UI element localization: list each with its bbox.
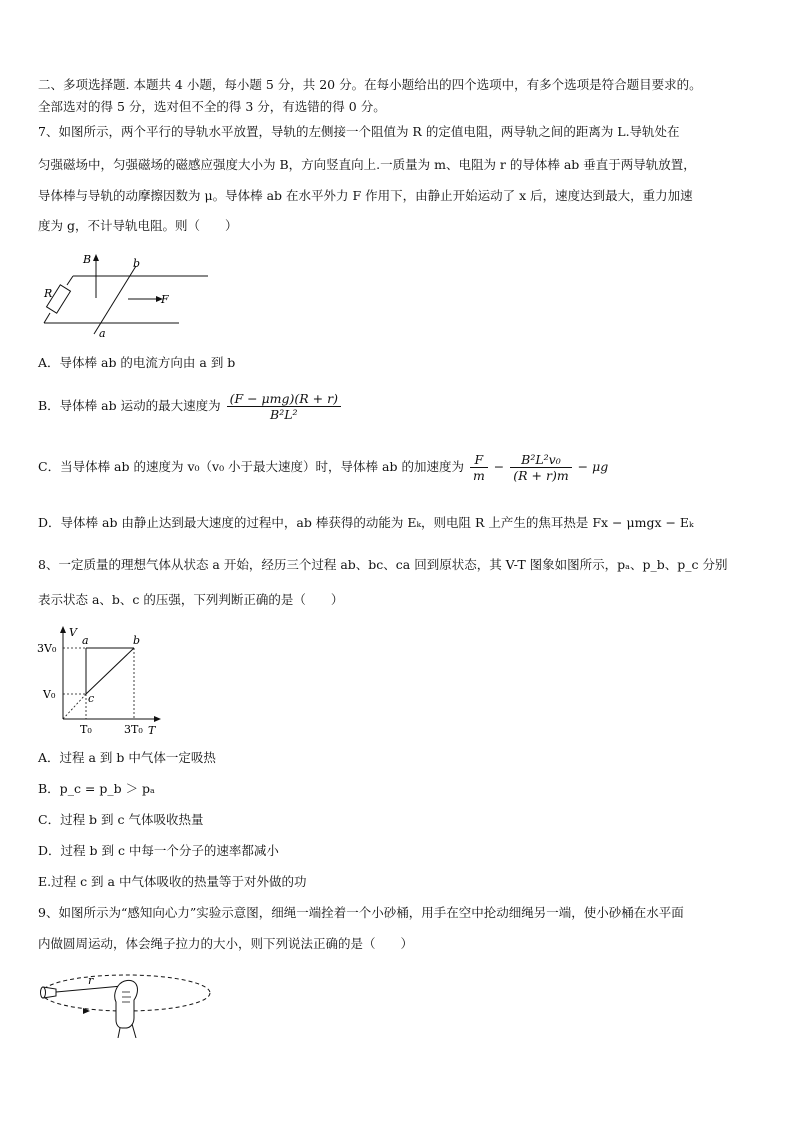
q7-rail-figure: [36, 250, 216, 340]
q7-option-c-tail: − μg: [577, 459, 609, 474]
left-connector-top: [67, 276, 73, 285]
point-label-a: a: [82, 634, 89, 647]
axis-label-t: T: [148, 724, 156, 737]
tick-label-v0: V₀: [43, 688, 56, 701]
label-b: b: [133, 257, 141, 270]
q7-option-c-fraction-1: [470, 452, 488, 483]
section-header-line-1: 二、多项选择题. 本题共 4 小题，每小题 5 分，共 20 分。在每小题给出的四个选项中，有多个选项是符合题目要求的。: [38, 77, 702, 92]
hand: [115, 980, 138, 1028]
label-a: a: [99, 327, 106, 340]
point-label-b: b: [133, 634, 141, 647]
q7-option-b-numerator: (F − μmg)(R + r): [227, 391, 341, 407]
axis-label-v: V: [69, 626, 77, 639]
guide-origin-c: [63, 694, 86, 719]
q8-vt-graph: [36, 622, 166, 740]
b-field-arrowhead: [93, 254, 99, 261]
tick-label-t0: T₀: [80, 723, 92, 736]
q8-option-d: D．过程 b 到 c 中每一个分子的速率都减小: [38, 843, 279, 858]
q7-stem-line-3: 导体棒与导轨的动摩擦因数为 μ。导体棒 ab 在水平外力 F 作用下，由静止开始运动了 x 后，速度达到最大，重力加速: [38, 188, 693, 203]
q8-option-c: C．过程 b 到 c 气体吸收热量: [38, 812, 204, 827]
label-R: R: [44, 287, 53, 300]
q8-stem-line-1: 8、一定质量的理想气体从状态 a 开始，经历三个过程 ab、bc、ca 回到原状态，其 V-T 图象如图所示，pₐ、p_b、p_c 分别: [38, 557, 728, 572]
left-connector-bottom: [44, 313, 50, 323]
q7-option-c-f2-denominator: (R + r)m: [513, 468, 569, 483]
q7-stem-line-1: 7、如图所示，两个平行的导轨水平放置，导轨的左侧接一个阻值为 R 的定值电阻，两导轨之间的距离为 L.导轨处在: [38, 124, 680, 139]
q7-option-c-fraction-2: [510, 452, 571, 483]
q7-option-c-minus: −: [493, 459, 505, 474]
q9-centripetal-figure: [38, 962, 218, 1038]
q7-option-c-f1-numerator: F: [470, 452, 488, 468]
q7-option-c-text: C．当导体棒 ab 的速度为 v₀（v₀ 小于最大速度）时，导体棒 ab 的加速度为: [38, 459, 464, 474]
q8-option-b: B．p_c = p_b ＞ pₐ: [38, 781, 155, 796]
process-bc: [86, 648, 134, 694]
q7-option-b-text: B．导体棒 ab 运动的最大速度为: [38, 398, 221, 413]
point-label-c: c: [88, 692, 95, 705]
bucket-opening: [41, 987, 46, 998]
q7-option-c-f1-denominator: m: [472, 468, 485, 483]
q8-stem-line-2: 表示状态 a、b、c 的压强，下列判断正确的是（ ）: [38, 592, 344, 607]
q9-stem-line-2: 内做圆周运动，体会绳子拉力的大小，则下列说法正确的是（ ）: [38, 936, 414, 951]
v-axis-arrowhead: [60, 626, 66, 633]
q7-option-a: A．导体棒 ab 的电流方向由 a 到 b: [38, 355, 236, 370]
label-F: F: [161, 293, 169, 306]
q9-stem-line-1: 9、如图所示为“感知向心力”实验示意图，细绳一端拴着一个小砂桶，用手在空中抡动细绳另一端，使小砂桶在水平面: [38, 905, 684, 920]
section-header-line-2: 全部选对的得 5 分，选对但不全的得 3 分，有选错的得 0 分。: [38, 99, 386, 114]
t-axis-arrowhead: [154, 716, 161, 722]
q7-option-b-denominator: B²L²: [270, 407, 298, 422]
label-B: B: [83, 253, 92, 266]
tick-label-3t0: 3T₀: [124, 723, 143, 736]
q7-option-c-f2-numerator: B²L²v₀: [510, 452, 571, 468]
tick-label-3v0: 3V₀: [37, 642, 57, 655]
q7-option-b: [38, 391, 343, 422]
label-r: r: [88, 974, 94, 987]
q8-option-a: A．过程 a 到 b 中气体一定吸热: [38, 750, 216, 765]
q7-option-b-fraction: [227, 391, 341, 422]
q7-option-c: [38, 452, 608, 483]
q8-option-e: E.过程 c 到 a 中气体吸收的热量等于对外做的功: [38, 874, 307, 889]
q7-stem-line-4: 度为 g，不计导轨电阻。则（ ）: [38, 218, 238, 233]
q7-option-d: D．导体棒 ab 由静止达到最大速度的过程中，ab 棒获得的动能为 Eₖ，则电阻 R 上产生的焦耳热是 Fx − μmgx − Eₖ: [38, 515, 694, 530]
q7-stem-line-2: 匀强磁场中，匀强磁场的磁感应强度大小为 B，方向竖直向上.一质量为 m、电阻为 r 的导体棒 ab 垂直于两导轨放置，: [38, 157, 696, 172]
